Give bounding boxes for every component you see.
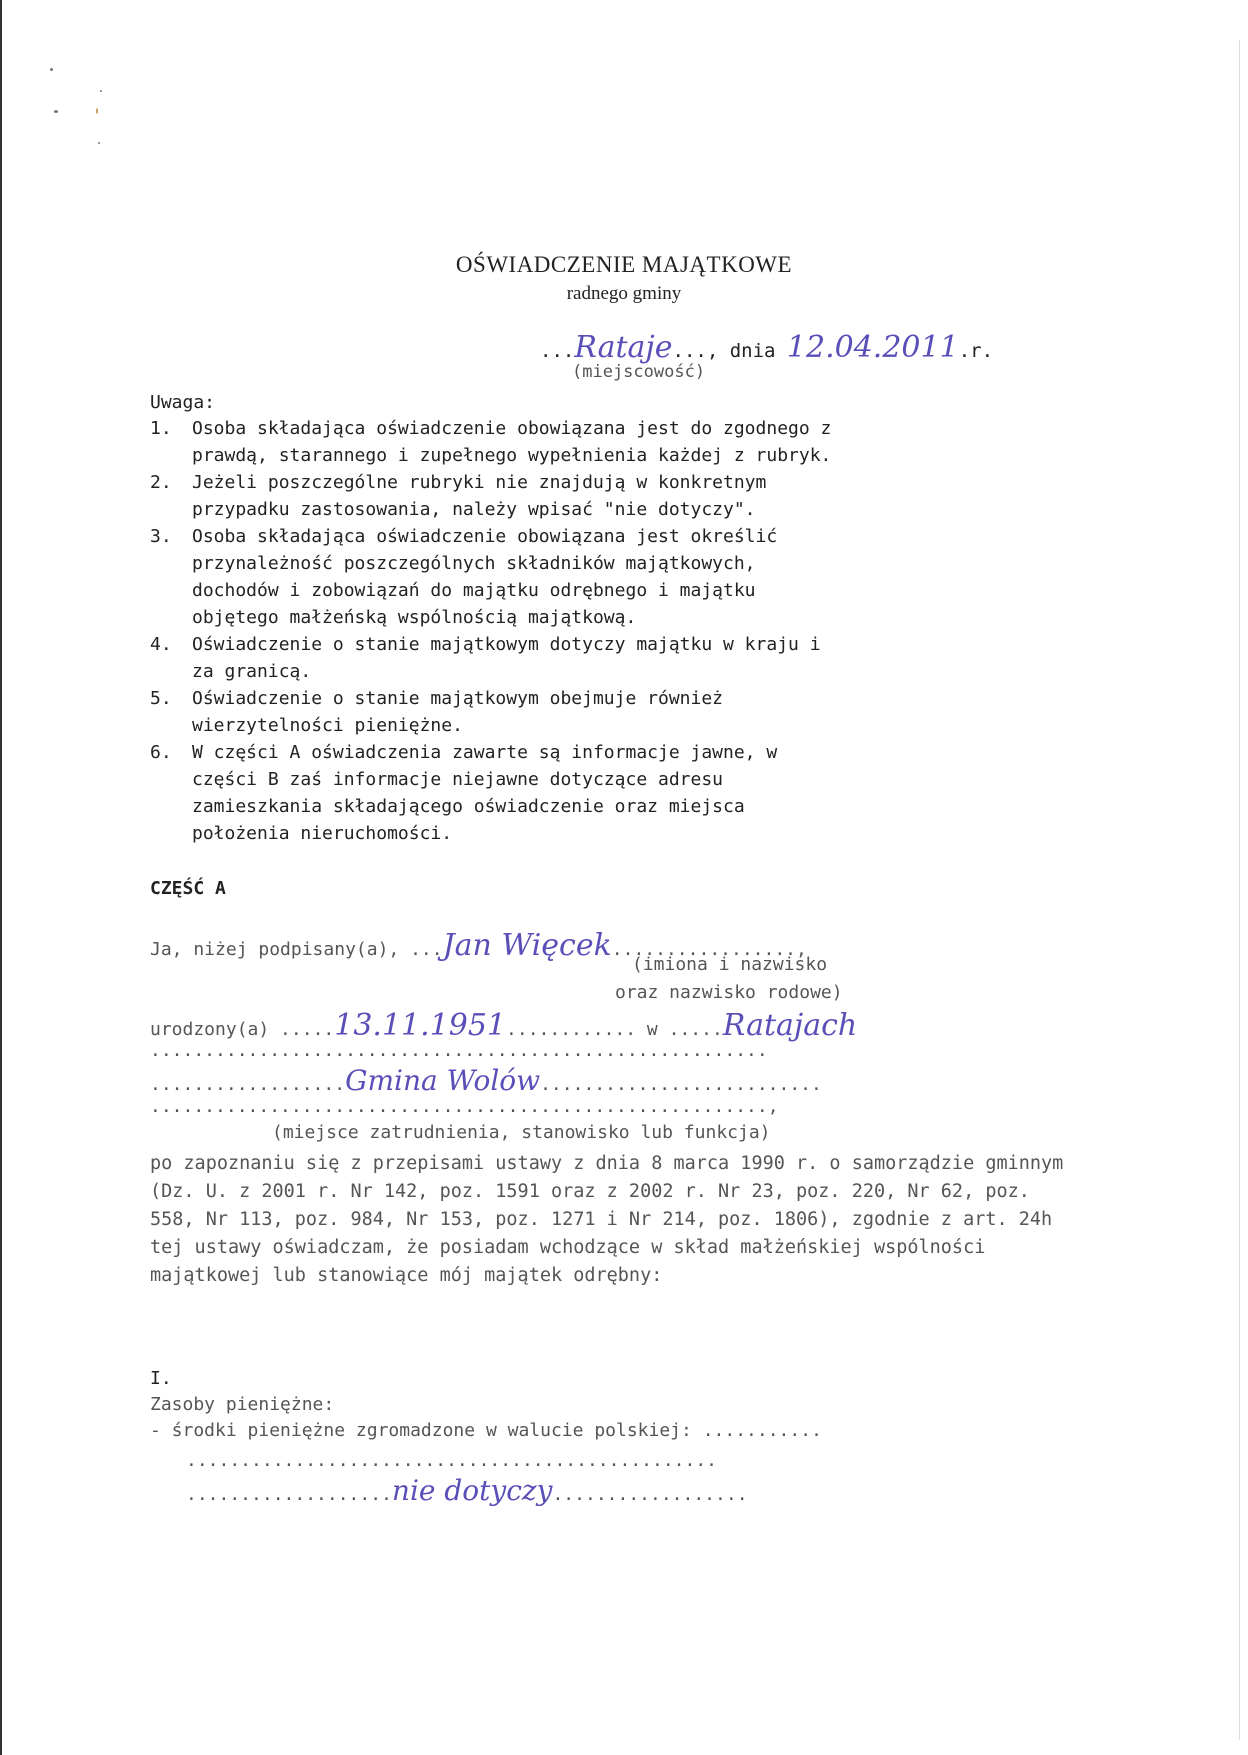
note-1: 1. Osoba składająca oświadczenie obowiązana jest do zgodnego z prawdą, starannego i zupełnego wypełnienia każdej z rubryk. <box>150 418 832 466</box>
section-1-number: I. <box>150 1368 172 1389</box>
urodzony-label: urodzony(a) <box>150 1019 270 1040</box>
answer-line: ...................nie dotyczy.................. <box>186 1474 748 1507</box>
name-handwritten: Jan Więcek <box>442 928 612 963</box>
employment-line: ..................Gmina Wolów.......................... <box>150 1064 822 1097</box>
birth-place-handwritten: Ratajach <box>722 1008 858 1043</box>
note-3: 3. Osoba składająca oświadczenie obowiązana jest określić przynależność poszczególnych składników majątkowych, dochodów i zobowiązań do majątku odrębnego i majątku objętego małżeńską wspólnością majątkową. <box>150 526 778 628</box>
w-label: w <box>646 1019 658 1040</box>
dotted-line-1: ......................................................... <box>150 1040 768 1061</box>
birth-date-handwritten: 13.11.1951 <box>334 1008 507 1043</box>
note-2: 2. Jeżeli poszczególne rubryki nie znajdują w konkretnym przypadku zastosowania, należy wpisać "nie dotyczy". <box>150 472 767 520</box>
employment-handwritten: Gmina Wolów <box>345 1064 541 1097</box>
answer-handwritten: nie dotyczy <box>391 1474 553 1507</box>
section-1-heading: Zasoby pieniężne: <box>150 1394 335 1415</box>
place-date-line: ...Rataje..., dnia 12.04.2011.r. <box>540 330 994 365</box>
ja-label: Ja, niżej podpisany(a), <box>150 939 400 960</box>
note-4: 4. Oświadczenie o stanie majątkowym dotyczy majątku w kraju i za granicą. <box>150 634 821 682</box>
date-handwritten: 12.04.2011 <box>786 330 959 365</box>
note-5: 5. Oświadczenie o stanie majątkowym obejmuje również wierzytelności pieniężne. <box>150 688 724 736</box>
document-subtitle: radnego gminy <box>566 283 682 304</box>
date-suffix: r. <box>970 340 994 362</box>
birth-line: urodzony(a) .....13.11.1951............ w .....Ratajach <box>150 1008 858 1043</box>
employment-caption: (miejsce zatrudnienia, stanowisko lub funkcja) <box>272 1122 771 1143</box>
document-title: OŚWIADCZENIE MAJĄTKOWE <box>455 252 793 277</box>
dotted-line-4: ................................................. <box>186 1450 718 1471</box>
name-caption-2: oraz nazwisko rodowe) <box>615 982 843 1003</box>
dnia-label: , dnia <box>706 340 776 362</box>
notes-heading: Uwaga: <box>150 392 216 413</box>
cash-pln-label: - środki pieniężne zgromadzone w walucie polskiej: <box>150 1420 692 1441</box>
place-caption: (miejscowość) <box>572 362 706 382</box>
dotted-line-3: ........................................................., <box>150 1096 779 1117</box>
declaration-paragraph: po zapoznaniu się z przepisami ustawy z dnia 8 marca 1990 r. o samorządzie gminnym (Dz. U. z 2001 r. Nr 142, poz. 1591 oraz z 2002 r. Nr 23, poz. 220, Nr 62, poz. 558, Nr 113, poz. 984, Nr 153, poz. 1271 i Nr 214, poz. 1806), zgodnie z art. 24h tej ustawy oświadczam, że posiadam wchodzące w skład małżeńskiej wspólności majątkowej lub stanowiące mój majątek odrębny: <box>150 1153 1064 1286</box>
name-caption-1: (imiona i nazwisko <box>632 954 828 975</box>
place-handwritten: Rataje <box>574 330 673 365</box>
note-6: 6. W części A oświadczenia zawarte są informacje jawne, w części B zaś informacje niejawne dotyczące adresu zamieszkania składającego oświadczenie oraz miejsca położenia nieruchomości. <box>150 742 778 844</box>
cash-pln-line: - środki pieniężne zgromadzone w walucie polskiej: ........... <box>150 1420 822 1441</box>
part-a-heading: CZĘŚĆ A <box>150 878 226 899</box>
scan-specks <box>40 60 120 180</box>
name-line: Ja, niżej podpisany(a), ...Jan Więcek................., <box>150 928 807 963</box>
